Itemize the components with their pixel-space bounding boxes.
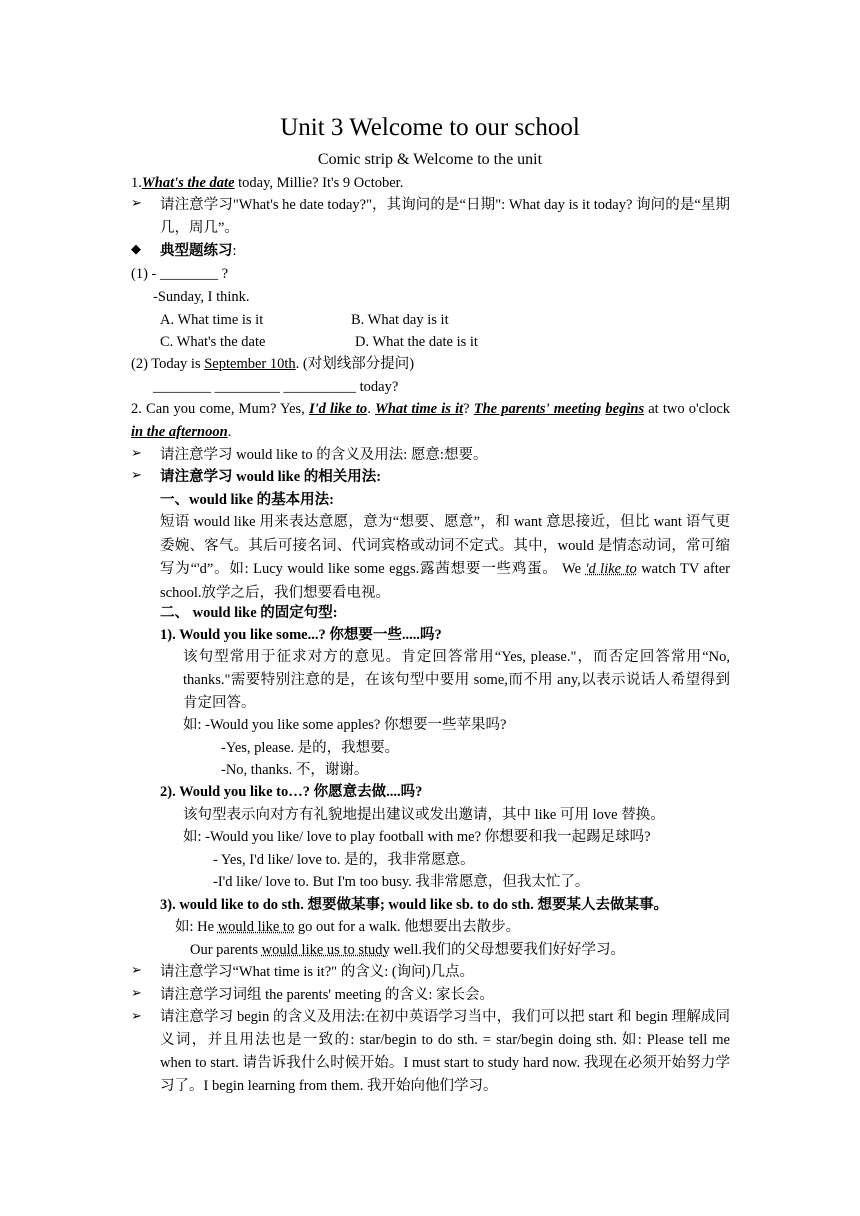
pattern-2-heading: 2). Would you like to…? 你愿意去做....吗? (160, 784, 423, 800)
arrow-bullet-icon: ➢ (131, 963, 142, 978)
heading-basic-usage: 一、would like 的基本用法: (160, 492, 335, 508)
note-what-time: 请注意学习“What time is it?" 的含义: (询问)几点。 (160, 964, 475, 980)
option-d: D. What the date is it (355, 334, 478, 350)
exercise-1-question: (1) - ________ ? (131, 266, 229, 282)
pattern-2-example-1: 如: -Would you like/ love to play football with me? 你想要和我一起踢足球吗? (183, 829, 651, 845)
pattern-1-paragraph: 该句型常用于征求对方的意见。肯定回答常用“Yes, please."，而否定回答常用“No, thanks."需要特别注意的是，在该句型中要用 some,而不用 any,以表示说话人希望得到肯定回答。 (183, 649, 730, 711)
exercise-2-blanks: ________ _________ __________ today? (153, 379, 399, 395)
option-c: C. What's the date (160, 334, 266, 350)
emphasis-phrase: The parents' meeting (473, 401, 602, 417)
pattern-2-paragraph: 该句型表示向对方有礼貌地提出建议或发出邀请，其中 like 可用 love 替换。 (183, 807, 665, 823)
practice-heading: 典型题练习: (160, 243, 237, 259)
option-a: A. What time is it (160, 312, 264, 328)
item-number: 1. (131, 175, 142, 191)
item-1-question (131, 172, 403, 194)
pattern-1-heading: 1). Would you like some...? 你想要一些.....吗? (160, 627, 442, 643)
emphasis-phrase: in the afternoon (131, 424, 228, 440)
dotted-phrase: would like us to study (261, 942, 390, 958)
note-date-usage: 请注意学习"What's he date today?"，其询问的是“日期": What day is it today? 询问的是“星期几，周几”。 (160, 197, 730, 236)
emphasis-phrase: I'd like to (308, 401, 368, 417)
note-would-like-to: 请注意学习 would like to 的含义及用法: 愿意:想要。 (160, 447, 488, 463)
dotted-phrase: would like to (217, 919, 295, 935)
arrow-bullet-icon: ➢ (131, 1009, 142, 1024)
pattern-3-example-2: Our parents would like us to study well.我们的父母想要我们好好学习。 (190, 942, 625, 958)
option-b: B. What day is it (351, 312, 449, 328)
page-title: Unit 3 Welcome to our school (280, 114, 580, 141)
heading-fixed-patterns: 二、 would like 的固定句型: (160, 605, 338, 621)
item-2-dialogue: 2. Can you come, Mum? Yes, I'd like to. What time is it? The parents' meeting begins at two o'clock in the afternoon. (131, 401, 731, 440)
pattern-3-heading: 3). would like to do sth. 想要做某事; would like sb. to do sth. 想要某人去做某事。 (160, 897, 668, 913)
arrow-bullet-icon: ➢ (131, 468, 142, 483)
note-would-like-usage: 请注意学习 would like 的相关用法: (160, 469, 382, 485)
item-text: today, Millie? It's 9 October. (234, 175, 404, 191)
diamond-bullet-icon: ◆ (131, 242, 141, 257)
pattern-2-example-3: -I'd like/ love to. But I'm too busy. 我非常愿意，但我太忙了。 (213, 874, 590, 890)
emphasis-phrase: What's the date (141, 175, 235, 191)
pattern-1-example-2: -Yes, please. 是的，我想要。 (221, 740, 400, 756)
pattern-1-example-3: -No, thanks. 不，谢谢。 (221, 762, 369, 778)
pattern-3-example-1: 如: He would like to go out for a walk. 他想要出去散步。 (175, 919, 521, 935)
exercise-1-answer: -Sunday, I think. (153, 289, 250, 305)
arrow-bullet-icon: ➢ (131, 986, 142, 1001)
pattern-2-example-2: - Yes, I'd like/ love to. 是的，我非常愿意。 (213, 852, 475, 868)
note-parents-meeting: 请注意学习词组 the parents' meeting 的含义: 家长会。 (160, 987, 495, 1003)
dotted-phrase: 'd like to (585, 561, 637, 577)
emphasis-phrase: What time is it (374, 401, 464, 417)
note-begin-usage: 请注意学习 begin 的含义及用法:在初中英语学习当中，我们可以把 start 和 begin 理解成同义词，并且用法也是一致的: star/begin to do sth. = star/begin doing sth. 如: Please tell me when to start. 请告诉我什么时候开始。I must start to study hard now. 我现在必须开始努力学习了。I begin learning from them. 我开始向他们学习。 (160, 1009, 730, 1094)
paragraph-basic-usage: 短语 would like 用来表达意愿，意为“想要、愿意”，和 want 意思接近，但比 want 语气更委婉、客气。其后可接名词、代词宾格或动词不定式。其中，would 是情态动词，常可缩写为“'d”。如: Lucy would like some eggs.露茜想要一些鸡蛋。 We 'd like to watch TV after school.放学之后，我们想要看电视。 (160, 514, 731, 601)
arrow-bullet-icon: ➢ (131, 196, 142, 211)
page-subtitle: Comic strip & Welcome to the unit (317, 151, 543, 168)
underlined-date: September 10th (204, 356, 296, 372)
exercise-2-question: (2) Today is September 10th. (对划线部分提问) (131, 356, 415, 372)
arrow-bullet-icon: ➢ (131, 446, 142, 461)
emphasis-phrase: begins (605, 401, 645, 417)
pattern-1-example-1: 如: -Would you like some apples? 你想要一些苹果吗? (183, 717, 507, 733)
